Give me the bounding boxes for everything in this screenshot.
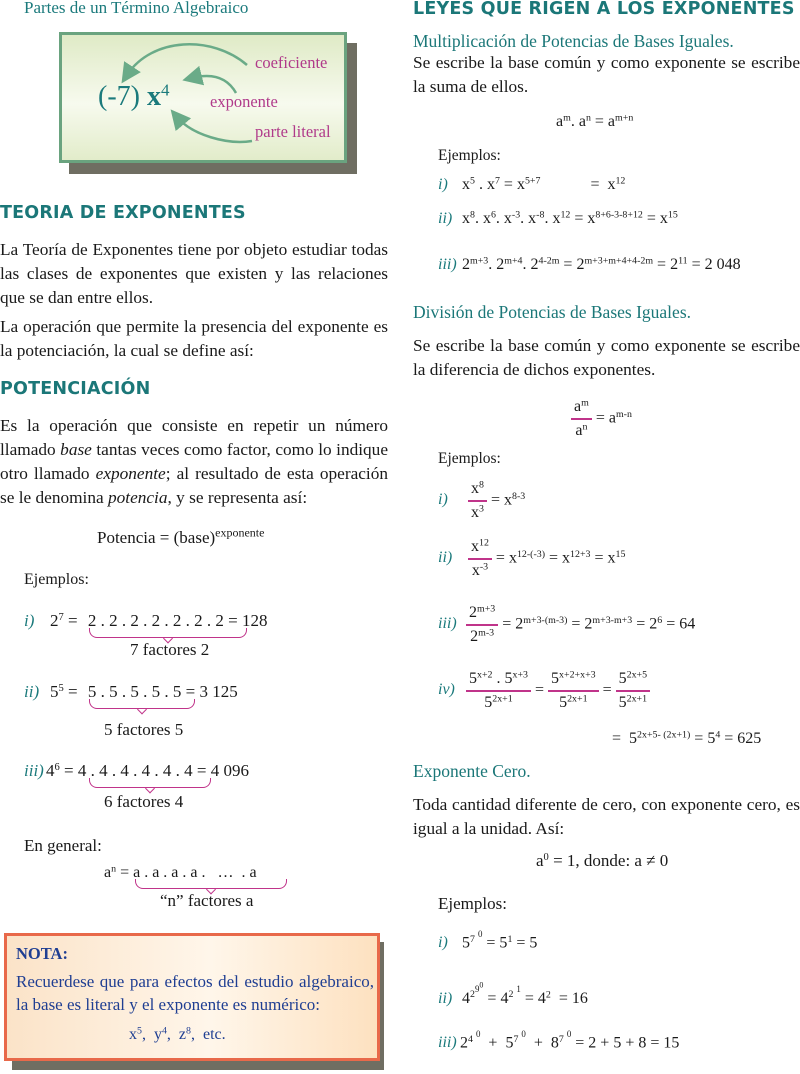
div-example-1: i) $\frac{x^8}{x^3}$ = $x^{8-3}$: [438, 479, 526, 521]
brace-label: 7 factores 2: [130, 640, 210, 659]
algebraic-term-diagram: [59, 32, 347, 163]
division-rule: $\frac{a^m}{a^n}$ = $a^{m-n}$: [571, 398, 632, 440]
zero-example-2: ii) $4^{2^{9^0}} = 4^{2 ^1} = 4^2 = 16$: [438, 981, 588, 1007]
label-coeficiente: coeficiente: [255, 53, 328, 72]
brace-label: 6 factores 4: [104, 792, 184, 811]
general-label: En general:: [24, 836, 102, 855]
power-example-3: iii) $4^6 = 4$ . 4 . 4 . 4 . 4 . 4 = 4 096: [24, 761, 249, 780]
ejemplos-label: Ejemplos:: [24, 571, 89, 588]
mult-example-2: ii) $x^8$. $x^6$. $x^{-3}$. $x^{-8}$. $x^{12} = x^{8+6-3-8+12} = x^{15}$: [438, 209, 678, 227]
teoria-paragraph-2: La operación que permite la presencia del exponente es la potenciación, la cual se define así:: [0, 317, 388, 360]
potenciacion-paragraph: Es la operación que consiste en repetir un número llamado base tantas veces como factor, como lo indique otro llamado exponente; al resultado de esta operación se le denomina potencia, y se representa así:: [0, 416, 388, 507]
exponent: 4: [160, 80, 170, 100]
multiplicacion-title: Multiplicación de Potencias de Bases Iguales.: [413, 31, 734, 51]
coefficient: (-7): [98, 81, 140, 112]
ejemplos-label: Ejemplos:: [438, 450, 501, 467]
cero-text: Toda cantidad diferente de cero, con exponente cero, es igual a la unidad. Así:: [413, 795, 800, 838]
division-title: División de Potencias de Bases Iguales.: [413, 302, 692, 322]
algebraic-term: [98, 81, 169, 113]
heading-teoria: TEORIA DE EXPONENTES: [0, 203, 246, 223]
brace-label: 5 factores 5: [104, 720, 184, 739]
brace-label: “n” factores a: [160, 891, 254, 910]
brace: [89, 699, 195, 709]
div-example-4: iv) $\frac{5^{x+2} . 5^{x+3}}{5^{2x+1}}$ = $\frac{5^{x+2+x+3}}{5^{2x+1}}$ = $\frac{5^{2x+5}}{5^{2x+1}}$: [438, 670, 650, 712]
brace: [135, 879, 287, 889]
cero-title: Exponente Cero.: [413, 761, 531, 781]
nota-title: NOTA:: [16, 944, 68, 963]
label-parte-literal: parte literal: [255, 122, 331, 141]
multiplicacion-text: Se escribe la base común y como exponente se escribe la suma de ellos.: [413, 53, 800, 96]
ejemplos-label: Ejemplos:: [438, 147, 501, 164]
teoria-paragraph-1: La Teoría de Exponentes tiene por objeto estudiar todas las clases de exponentes que existen y las relaciones que se dan entre ellos.: [0, 240, 388, 307]
div-example-2: ii) $\frac{x^{12}}{x^{-3}}$ = $x^{12-(-3)} = x^{12+3} = x^{15}$: [438, 537, 626, 579]
nota-examples: $x^5$, $y^4$, $z^8$, etc.: [129, 1025, 226, 1043]
ejemplos-label: Ejemplos:: [438, 894, 507, 913]
div-example-3: iii) $\frac{2^{m+3}}{2^{m-3}}$ = $2^{m+3-(m-3)} = 2^{m+3-m+3} = 2^6 = 64$: [438, 603, 696, 645]
zero-rule: $a^0 = 1$, donde: a ≠ 0: [536, 851, 669, 870]
mult-example-3: iii) $2^{m+3}$. $2^{m+4}$. $2^{4-2m} = 2^{m+3+m+4+4-2m} = 2^{11} = 2$ 048: [438, 255, 741, 273]
mult-example-1: i) $x^5$ . $x^7 = x^{5+7} = x^{12}$: [438, 175, 626, 193]
brace: [89, 778, 211, 788]
heading-potenciacion: POTENCIACIÓN: [0, 379, 151, 399]
general-formula: $a^n = a$ . a . a . a . … . a: [104, 863, 257, 881]
division-text: Se escribe la base común y como exponente se escribe la diferencia de dichos exponentes.: [413, 336, 800, 379]
diagram-title: Partes de un Término Algebraico: [24, 0, 249, 17]
nota-box: [4, 933, 380, 1061]
brace: [89, 628, 247, 638]
nota-text: Recuerdese que para efectos del estudio algebraico, la base es literal y el exponente es numérico:: [16, 972, 374, 1014]
power-example-1: i) $2^7 = 2$ . 2 . 2 . 2 . 2 . 2 . 2 = 128: [24, 611, 268, 630]
heading-leyes: LEYES QUE RIGEN A LOS EXPONENTES: [413, 0, 795, 19]
multiplication-rule: $a^m$. $a^n = a^{m+n}$: [556, 112, 634, 130]
zero-example-3: iii) $2^{4 ^0} + 5^{7 ^0} + 8^{7 ^0} = 2 + 5 + 8 = 15$: [438, 1029, 680, 1052]
div-example-4-line2: = $5^{2x+5- (2x+1)} = 5^4 = 625$: [612, 729, 762, 747]
literal-part: x: [146, 81, 161, 112]
potencia-formula: Potencia = (base)$^{exponente}$: [97, 525, 265, 547]
label-exponente: exponente: [210, 92, 278, 111]
zero-example-1: i) $5^{7 ^0} = 5^1 = 5$: [438, 929, 538, 952]
power-example-2: ii) $5^5 = 5$ . 5 . 5 . 5 . 5 = 3 125: [24, 682, 238, 701]
